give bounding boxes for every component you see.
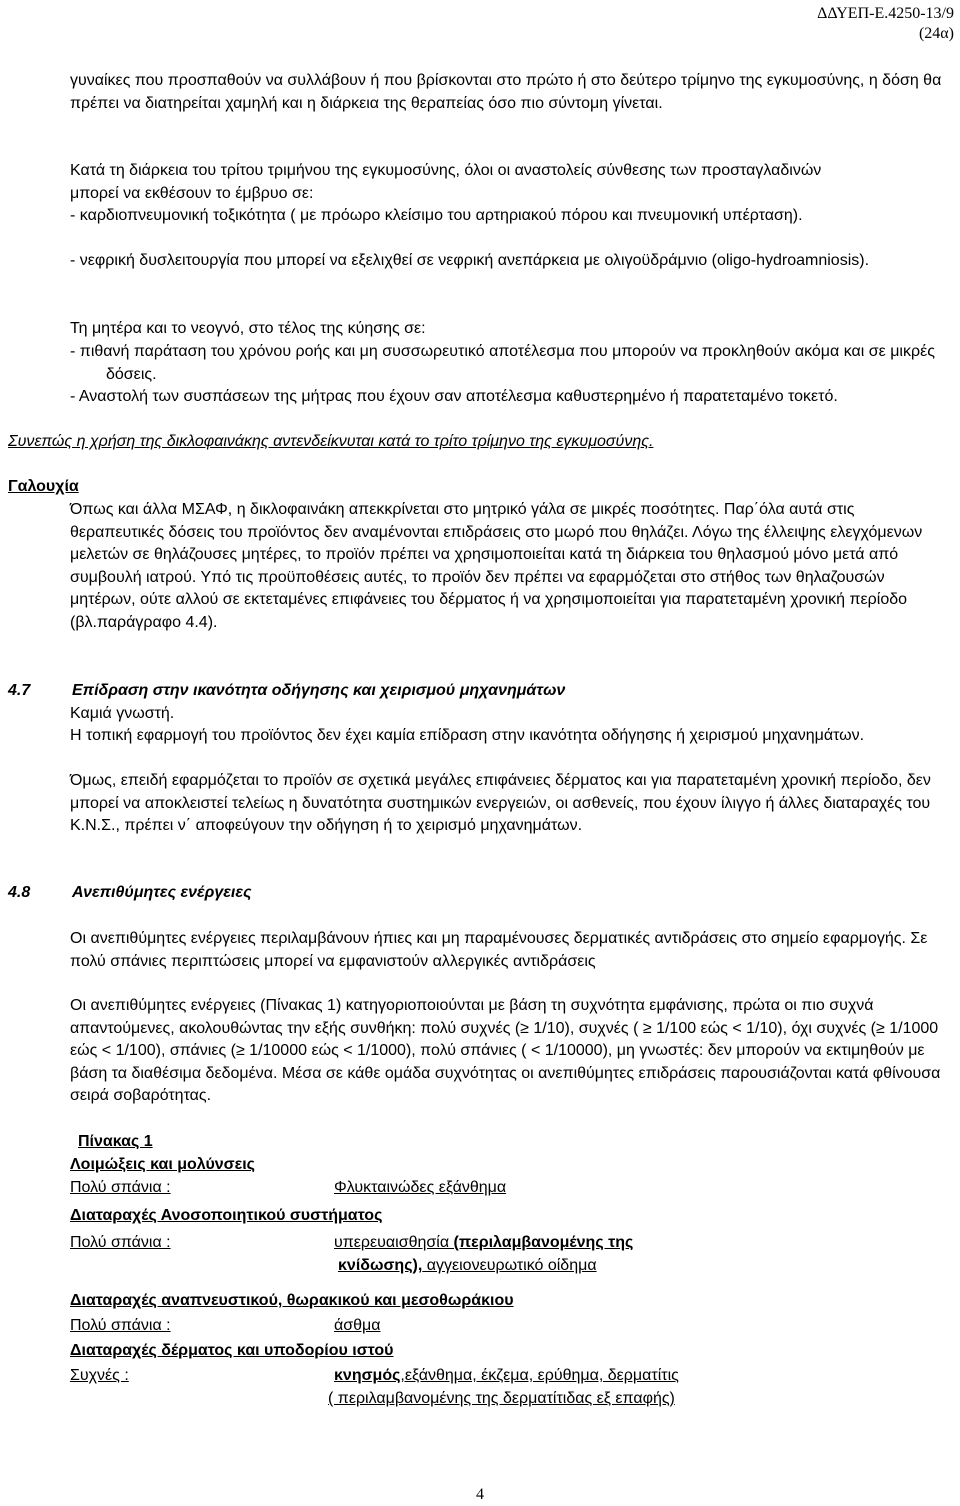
table-effect-continued [338,1254,597,1277]
table-effect [334,1231,633,1254]
bullet-bleeding: - πιθανή παράταση του χρόνου ροής και μη συσσωρευτικό αποτέλεσμα που μπορούν να προκληθούν ακόμα και σε μικρές δόσεις. [70,343,935,383]
table-title: Πίνακας 1 [78,1133,153,1150]
bullet-renal: - νεφρική δυσλειτουργία που μπορεί να εξελιχθεί σε νεφρική ανεπάρκεια με ολιγοϋδράμνιο (oligo-hydroamniosis). [70,252,870,269]
table-effect [334,1364,679,1387]
table-category-skin: Διαταραχές δέρματος και υποδορίου ιστού [70,1342,394,1359]
section-4-8-skin-reactions: Οι ανεπιθύμητες ενέργειες περιλαμβάνουν ήπιες και μη παραμένουσες δερματικές αντιδράσεις στο σημείο εφαρμογής. Σε πολύ σπάνιες περιπτώσεις μπορεί να εμφανιστούν αλλεργικές αντιδράσεις [70,930,928,970]
table-effect-part: (περιλαμβανομένης της [453,1234,634,1251]
table-effect-part: ,εξάνθημα, έκζεμα, ερύθημα, δερματίτις [400,1367,679,1384]
section-4-7-warning: Όμως, επειδή εφαρμόζεται το προϊόν σε σχετικά μεγάλες επιφάνειες δέρματος και για παρατεταμένη χρονική περίοδο, δεν μπορεί να αποκλειστεί τελείως η δυνατότητα συστημικών ενεργειών, οι ασθενείς, που έχουν ίλιγγο ή άλλες διαταραχές του Κ.Ν.Σ., πρέπει ν΄ αποφεύγουν την οδήγηση ή το χειρισμό μηχανημάτων. [70,772,931,834]
page-number: 4 [476,1486,484,1503]
table-frequency: Πολύ σπάνια : [70,1317,171,1334]
table-category-infections: Λοιμώξεις και μολύνσεις [70,1156,255,1173]
section-4-8-frequency-convention: Οι ανεπιθύμητες ενέργειες (Πίνακας 1) κατηγοριοποιούνται με βάση τη συχνότητα εμφάνισης, πρώτα οι πιο συχνά απαντούμενες, ακολουθώντας την εξής συνθήκη: πολύ συχνές (≥ 1/10), συχνές ( ≥ 1/100 εώς < 1/10), όχι συχνές (≥ 1/1000 εώς < 1/100), σπάνιες (≥ 1/10000 εώς < 1/1000), πολύ σπάνιες ( < 1/10000), μη γνωστές: δεν μπορούν να εκτιμηθούν με βάση τα διαθέσιμα δεδομένα. Μέσα σε κάθε ομάδα συχνότητας οι ανεπιθύμητες επιδράσεις παρουσιάζονται κατά φθίνουσα σειρά σοβαρότητας. [70,997,941,1104]
section-4-7-local-application: Η τοπική εφαρμογή του προϊόντος δεν έχει καμία επίδραση στην ικανότητα οδήγησης ή χειρισμού μηχανημάτων. [70,727,865,744]
document-code: ΔΔΥΕΠ-Ε.4250-13/9 [817,5,954,22]
table-effect-part: κνησμός [334,1367,401,1384]
table-effect-continued: ( περιλαμβανομένης της δερματίτιδας εξ επαφής) [328,1390,675,1407]
table-effect: άσθμα [334,1317,381,1334]
bullet-uterine: - Αναστολή των συσπάσεων της μήτρας που έχουν σαν αποτέλεσμα καθυστερημένο ή παρατεταμένο τοκετό. [70,388,838,405]
adverse-reactions-table [70,1130,770,1410]
section-4-7-none-known: Καμιά γνωστή. [70,705,175,722]
document-subcode: (24α) [918,25,954,42]
section-4-7-title: Επίδραση στην ικανότητα οδήγησης και χειρισμού μηχανημάτων [72,682,566,699]
table-effect-part: κνίδωσης), [338,1257,423,1274]
section-4-7-number: 4.7 [8,682,31,699]
bullet-cardiopulmonary: - καρδιοπνευμονική τοξικότητα ( με πρόωρο κλείσιμο του αρτηριακού πόρου και πνευμονική υπέρταση). [70,207,803,224]
table-effect: Φλυκταινώδες εξάνθημα [334,1179,507,1196]
table-frequency: Πολύ σπάνια : [70,1234,171,1251]
paragraph-third-trimester: Κατά τη διάρκεια του τρίτου τριμήνου της εγκυμοσύνης, όλοι οι αναστολείς σύνθεσης των προσταγλαδινών μπορεί να εκθέσουν το έμβρυο σε: [70,162,822,202]
lactation-heading: Γαλουχία [8,478,79,495]
paragraph-pregnancy-dose: γυναίκες που προσπαθούν να συλλάβουν ή που βρίσκονται στο πρώτο ή στο δεύτερο τρίμηνο της εγκυμοσύνης, η δόση θα πρέπει να διατηρείται χαμηλή και η διάρκεια της θεραπείας όσο πιο σύντομη γίνεται. [70,72,942,112]
paragraph-mother-newborn: Τη μητέρα και το νεογνό, στο τέλος της κύησης σε: [70,320,426,337]
lactation-text: Όπως και άλλα ΜΣΑΦ, η δικλοφαινάκη απεκκρίνεται στο μητρικό γάλα σε μικρές ποσότητες. Παρ΄όλα αυτά στις θεραπευτικές δόσεις του προϊόντος δεν αναμένονται επιδράσεις στο μωρό που θηλάζει. Λόγω της έλλειψης ελεγχόμενων μελετών σε θηλάζουσες μητέρες, το προϊόν πρέπει να χρησιμοποιείται κατά τη διάρκεια του θηλασμού μόνο μετά από συμβουλή ιατρού. Υπό τις προϋποθέσεις αυτές, το προϊόν δεν πρέπει να εφαρμόζεται στο στήθος των θηλαζουσών μητέρων, ούτε αλλού σε εκτεταμένες επιφάνειες του δέρματος ή να χρησιμοποιείται για παρατεταμένη χρονική περίοδο (βλ.παράγραφο 4.4). [70,501,923,631]
table-frequency: Πολύ σπάνια : [70,1179,171,1196]
section-4-8-title: Ανεπιθύμητες ενέργειες [72,884,252,901]
section-4-8-number: 4.8 [8,884,31,901]
table-effect-part: αγγειονευρωτικό οίδημα [422,1257,597,1274]
table-effect-part: υπερευαισθησία [334,1234,454,1251]
table-category-respiratory: Διαταραχές αναπνευστικού, θωρακικού και μεσοθωράκιου [70,1292,514,1309]
document-header [817,4,954,44]
table-category-immune: Διαταραχές Ανοσοποιητικού συστήματος [70,1207,383,1224]
contraindication-statement: Συνεπώς η χρήση της δικλοφαινάκης αντενδείκνυται κατά το τρίτο τρίμηνο της εγκυμοσύνης. [8,433,654,450]
table-frequency: Συχνές : [70,1367,129,1384]
